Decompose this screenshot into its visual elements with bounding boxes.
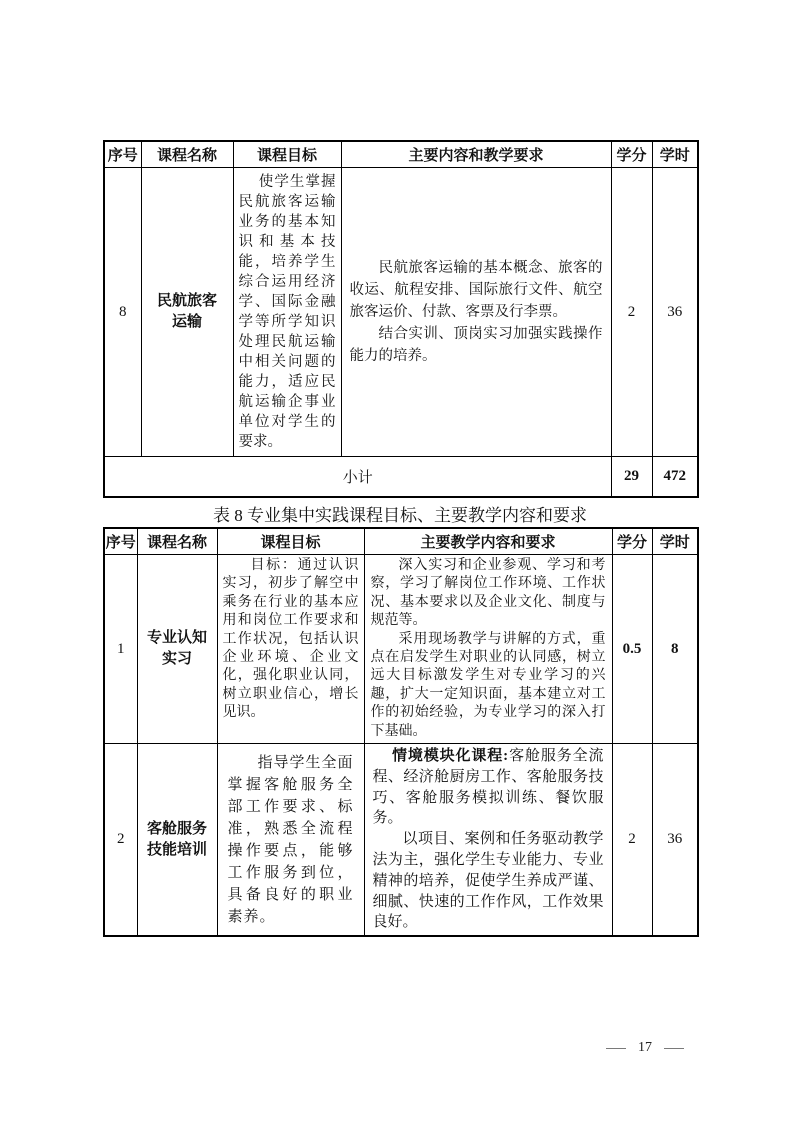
footer-dash-right xyxy=(664,1048,684,1049)
header-course-objective: 课程目标 xyxy=(233,141,341,168)
table1-row-8 xyxy=(104,168,698,457)
page-number: 17 xyxy=(638,1040,652,1055)
cell-hours: 36 xyxy=(652,744,698,937)
cell-course-objective xyxy=(217,744,364,937)
table2-row-1 xyxy=(104,555,698,744)
cell-serial-number: 1 xyxy=(104,555,137,744)
cell-course-name: 专业认知实习 xyxy=(137,555,217,744)
table2-header-row xyxy=(104,528,698,555)
footer-dash-left xyxy=(606,1048,626,1049)
cell-course-name: 客舱服务技能培训 xyxy=(137,744,217,937)
cell-serial-number: 2 xyxy=(104,744,137,937)
subtotal-credits: 29 xyxy=(611,457,652,497)
subtotal-label: 小计 xyxy=(104,457,611,497)
cell-hours: 36 xyxy=(652,168,698,457)
cell-course-objective xyxy=(217,555,364,744)
module-course-list: 客舱服务全流程、经济舱厨房工作、客舱服务技巧、客舱服务模拟训练、餐饮服务。 xyxy=(372,748,604,827)
content-paragraph-1: 深入实习和企业参观、学习和考察，学习了解岗位工作环境、工作状况、基本要求以及企业文化、制度与规范等。 xyxy=(370,558,606,629)
header-main-content: 主要内容和教学要求 xyxy=(341,141,611,168)
cell-teaching-content xyxy=(364,744,612,937)
cell-credits: 2 xyxy=(611,168,652,457)
header-course-name: 课程名称 xyxy=(141,141,233,168)
table2-row-2 xyxy=(104,744,698,937)
content-paragraph-1: 民航旅客运输的基本概念、旅客的收运、航程安排、国际旅行文件、航空旅客运价、付款、客票及行李票。 xyxy=(349,260,603,320)
header-credits: 学分 xyxy=(611,141,652,168)
cell-course-name: 民航旅客运输 xyxy=(141,168,233,457)
header-teaching-content: 主要教学内容和要求 xyxy=(364,528,612,555)
content-paragraph-2: 结合实训、顶岗实习加强实践操作能力的培养。 xyxy=(349,326,603,364)
cell-credits: 2 xyxy=(612,744,652,937)
header-serial: 序号 xyxy=(104,528,137,555)
header-course-name: 课程名称 xyxy=(137,528,217,555)
subtotal-hours: 472 xyxy=(652,457,698,497)
content-paragraph-2: 以项目、案例和任务驱动教学法为主，强化学生专业能力、专业精神的培养，促使学生养成严谨、细腻、快速的工作作风，工作效果良好。 xyxy=(372,831,604,931)
objective-paragraph: 指导学生全面掌握客舱服务全部工作要求、标准，熟悉全流程操作要点，能够工作服务到位，具备良好的职业素养。 xyxy=(227,754,354,925)
header-serial: 序号 xyxy=(104,141,141,168)
cell-serial-number: 8 xyxy=(104,168,141,457)
page-footer xyxy=(585,1040,705,1056)
table2-title: 表 8 专业集中实践课程目标、主要教学内容和要求 xyxy=(213,506,587,525)
content-paragraph-1 xyxy=(373,746,604,829)
table1-subtotal-row xyxy=(104,457,698,497)
objective-paragraph: 使学生掌握民航旅客运输业务的基本知识和基本技能，培养学生综合运用经济学、国际金融学等所学知识处理民航运输中相关问题的能力，适应民航运输企事业单位对学生的要求。 xyxy=(238,174,336,450)
header-hours: 学时 xyxy=(652,141,698,168)
module-course-label: 情境模块化课程: xyxy=(392,748,509,765)
cell-hours: 8 xyxy=(652,555,698,744)
cell-teaching-content xyxy=(364,555,612,744)
header-credits: 学分 xyxy=(612,528,652,555)
cell-credits: 0.5 xyxy=(612,555,652,744)
objective-paragraph: 目标：通过认识实习，初步了解空中乘务在行业的基本应用和岗位工作要求和工作状况，包括认识企业环境、企业文化，强化职业认同，树立职业信心，增长见识。 xyxy=(222,558,359,721)
cell-main-content xyxy=(341,168,611,457)
table-professional-courses xyxy=(103,140,699,498)
content-paragraph-2: 采用现场教学与讲解的方式，重点在启发学生对职业的认同感，树立远大目标激发学生对专业学习的兴趣，扩大一定知识面，基本建立对工作的初始经验，为专业学习的深入打下基础。 xyxy=(370,631,606,739)
cell-course-objective xyxy=(233,168,341,457)
header-course-objective: 课程目标 xyxy=(217,528,364,555)
table-practice-courses xyxy=(103,527,699,937)
header-hours: 学时 xyxy=(652,528,698,555)
table1-header-row xyxy=(104,141,698,168)
